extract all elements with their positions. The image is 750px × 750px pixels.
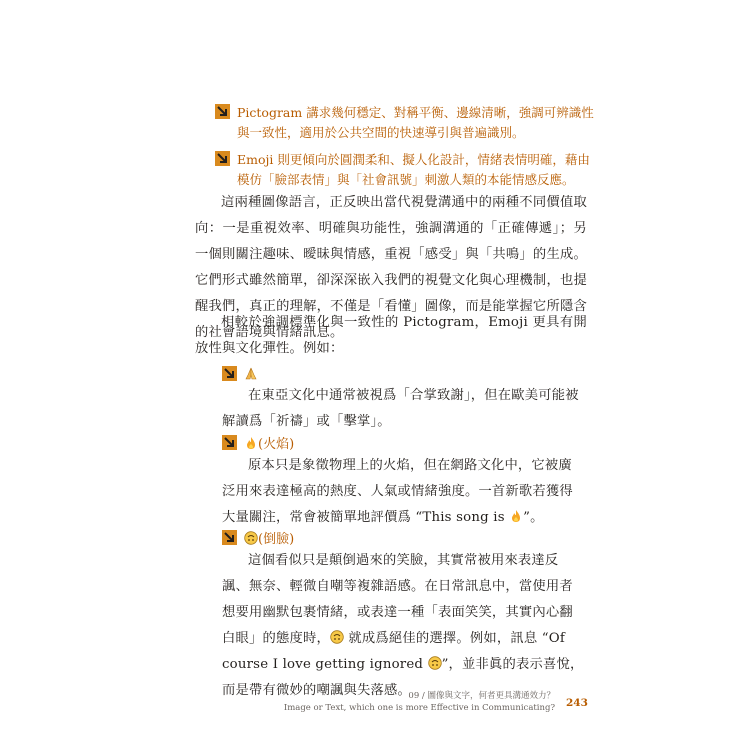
bullet-text-line2: 模仿「臉部表情」與「社會訊號」刺激人類的本能情感反應。 (237, 172, 575, 187)
fire-emoji-icon (244, 436, 258, 450)
footer-chapter-subtitle: Image or Text, which one is more Effective in Communicating? (283, 703, 555, 713)
example-body-fire (222, 453, 584, 531)
bullet-text-line1: Emoji 則更傾向於圓潤柔和、擬人化設計，情緒表情明確，藉由 (237, 152, 590, 167)
example-body-upside-down-face (222, 548, 584, 704)
arrow-box-icon (215, 104, 230, 119)
fire-emoji-icon (509, 509, 523, 523)
upside-down-face-emoji-icon (244, 531, 258, 545)
example-head-upside-down-face (222, 530, 294, 550)
footer-chapter-title: 09 / 圖像與文字，何者更具溝通效力？ (408, 691, 555, 701)
paragraph-text: 這兩種圖像語言，正反映出當代視覺溝通中的兩種不同價值取向：一是重視效率、明確與功能性，強調溝通的「正確傳遞」；另一個則關注趣味、曖昧與情感，重視「感受」與「共鳴」的生成。它們形式雖然簡單，卻深深嵌入我們的視覺文化與心理機制，也提醒我們，真正的理解，不僅是「看懂」圖像，而是能掌握它所隱含的社會語境與情緒訊息。 (195, 195, 587, 340)
example-text (222, 548, 584, 704)
arrow-box-icon (222, 435, 237, 450)
example-head-fire (222, 435, 294, 455)
upside-down-face-emoji-icon (330, 630, 344, 644)
paragraph-text: 相較於強調標準化與一致性的 Pictogram，Emoji 更具有開放性與文化彈性。例如： (195, 315, 587, 356)
bullet-text-line1: Pictogram 講求幾何穩定、對稱平衡、邊線清晰，強調可辨識性 (237, 105, 594, 120)
arrow-box-icon (215, 151, 230, 166)
example-text-part: 這個看似只是顛倒過來的笑臉，其實常被用來表達反諷、無奈、輕微自嘲等複雜語感。在日常訊息中，當使用者想要用幽默包裹情緒，或表達一種「表面笑笑，其實內心翻白眼」的態度時， (222, 553, 573, 646)
page-number: 243 (566, 697, 588, 709)
example-text-part: 原本只是象徵物理上的火焰，但在網路文化中，它被廣泛用來表達極高的熱度、人氣或情緒強度。一首新歌若獲得大量關注，常會被簡單地評價爲 “This song is (222, 458, 573, 525)
arrow-box-icon (222, 530, 237, 545)
example-text-part: ”。 (523, 510, 544, 525)
example-label: (倒臉) (258, 532, 295, 547)
running-footer (284, 690, 555, 714)
bullet-text-line2: 與一致性，適用於公共空間的快速導引與普遍識別。 (237, 125, 525, 140)
paragraph-comparison (195, 310, 587, 362)
folded-hands-emoji-icon (244, 367, 258, 381)
example-body-folded-hands (222, 383, 584, 435)
example-text (222, 453, 584, 531)
example-text: 在東亞文化中通常被視爲「合掌致謝」，但在歐美可能被解讀爲「祈禱」或「擊掌」。 (222, 388, 579, 429)
upside-down-face-emoji-icon (428, 656, 442, 670)
example-label: (火焰) (258, 437, 295, 452)
example-text-part: 就成爲絕佳的選擇。例如，訊息 “Of course I love getting ignored (222, 631, 566, 672)
example-text-part: ”，並非眞的表示喜悅，而是帶有微妙的嘲諷與失落感。 (222, 657, 584, 698)
arrow-box-icon (222, 366, 237, 381)
bullet-pictogram (215, 103, 595, 143)
bullet-emoji (215, 150, 595, 190)
